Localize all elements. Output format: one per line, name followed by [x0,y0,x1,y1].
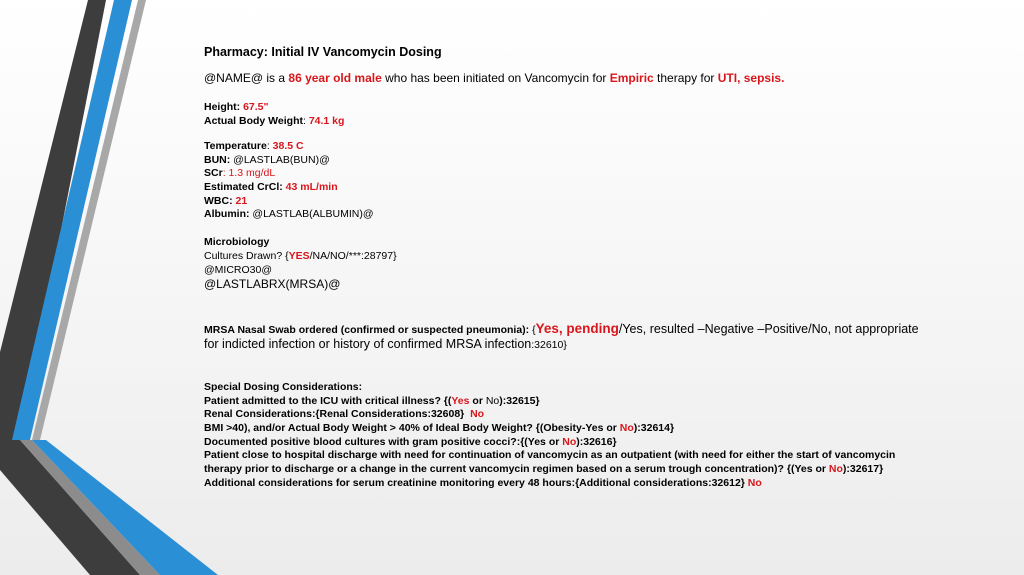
height-value: 67.5" [240,101,269,113]
mrsa-swab-line2: for indicted infection or history of confirmed MRSA infection:32610} [204,337,567,351]
discharge-line2: therapy prior to discharge or a change in the current vancomycin regimen based on a serum trough concentration)? {(Yes or No):32617} [204,463,884,475]
renal-answer: No [470,408,485,420]
cultures-yes: YES [288,250,310,262]
weight-line: Actual Body Weight: 74.1 kg [204,115,345,127]
mrsa-selected: Yes, pending [535,321,619,336]
crcl-value: 43 mL/min [282,181,338,193]
temperature-value: 38.5 C [272,140,304,152]
name-token: @NAME@ [204,71,264,85]
renal-line: Renal Considerations:{Renal Considerations:32608} No [204,408,485,420]
discharge-line1: Patient close to hospital discharge with need for continuation of vancomycin as an outpatient (with need for either the start of vancomycin [204,449,896,461]
intro-line: @NAME@ is a 86 year old male who has been initiated on Vancomycin for Empiric therapy for UTI, sepsis. [204,71,785,85]
weight-value: 74.1 kg [308,115,345,127]
wbc-value: 21 [232,195,248,207]
special-heading: Special Dosing Considerations: [204,381,363,393]
temperature-line: Temperature: 38.5 C [204,140,304,152]
page-title: Pharmacy: Initial IV Vancomycin Dosing [204,45,442,59]
icu-line: Patient admitted to the ICU with critical illness? {(Yes or No):32615} [204,395,540,407]
albumin-line: Albumin: @LASTLAB(ALBUMIN)@ [204,208,374,220]
cultures-drawn-line: Cultures Drawn? {YES/NA/NO/***:28797} [204,250,397,262]
scr-value: : 1.3 mg/dL [222,167,276,179]
wbc-line: WBC: 21 [204,195,248,207]
bmi-line: BMI >40), and/or Actual Body Weight > 40% of Ideal Body Weight? {(Obesity-Yes or No):32614} [204,422,675,434]
mrsa-swab-line1: MRSA Nasal Swab ordered (confirmed or suspected pneumonia): {Yes, pending/Yes, resulted –Negative –Positive/No, not appropriate [204,321,919,336]
mrsa-lab-line: @LASTLABRX(MRSA)@ [204,277,341,291]
blood-cultures-line: Documented positive blood cultures with gram positive cocci?:{(Yes or No):32616} [204,436,617,448]
creatinine-line: Additional considerations for serum creatinine monitoring every 48 hours:{Additional considerations:32612} No [204,477,762,489]
creatinine-answer: No [747,477,762,489]
crcl-line: Estimated CrCl: 43 mL/min [204,181,338,193]
height-line: Height: 67.5" [204,101,269,113]
age-sex: 86 year old male [288,71,382,85]
bun-line: BUN: @LASTLAB(BUN)@ [204,154,330,166]
scr-line: SCr: 1.3 mg/dL [204,167,276,179]
microbiology-heading: Microbiology [204,236,270,248]
micro30-line: @MICRO30@ [204,264,272,276]
therapy-type: Empiric [609,71,654,85]
indication: UTI, sepsis. [717,71,785,85]
